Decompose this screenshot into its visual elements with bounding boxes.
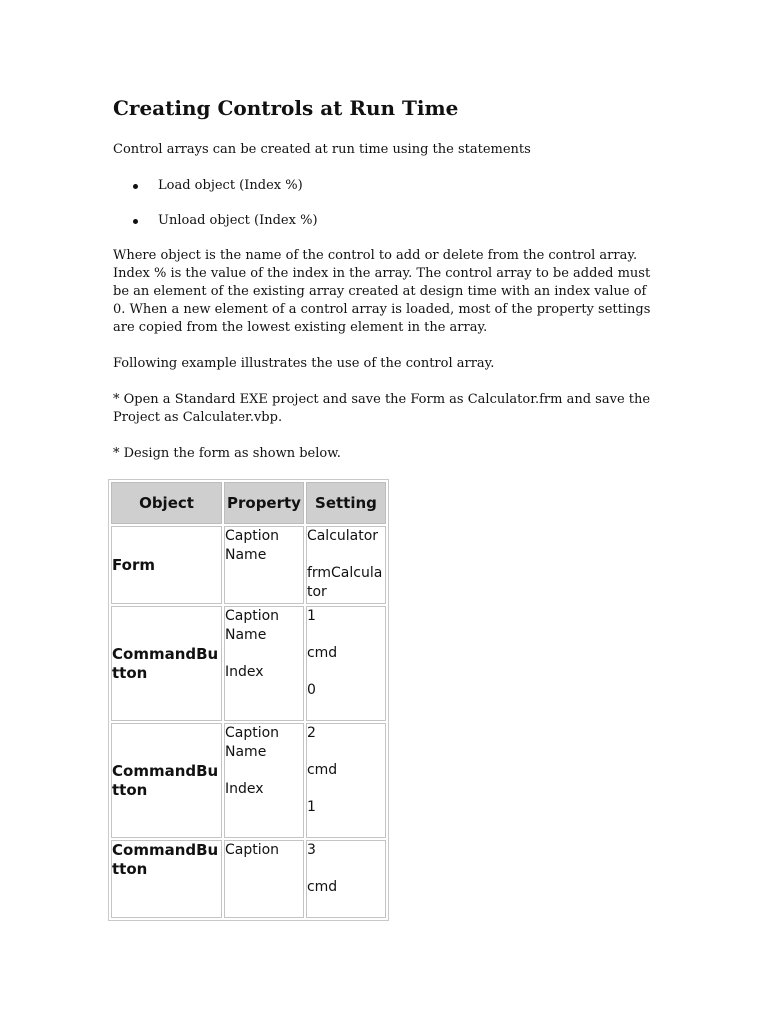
- header-property: Property: [224, 482, 304, 524]
- property-value: Index: [225, 664, 264, 680]
- paragraph-description: Where object is the name of the control to add or delete from the control array. Index % is the value of the index in the array. The control array to be added must be an element of the existing array created at design time with an index value of 0. When a new element of a control array is loaded, most of the property settings are copied from the lowest existing element in the array.: [113, 248, 651, 335]
- setting-value: 1: [306, 799, 316, 815]
- page-title: Creating Controls at Run Time: [113, 96, 459, 120]
- table-row: [111, 723, 386, 838]
- header-object: Object: [111, 482, 222, 524]
- table-row: [111, 526, 386, 604]
- property-value: Name: [225, 547, 267, 563]
- setting-value: cmd: [306, 645, 338, 661]
- property-cell: [224, 606, 304, 721]
- paragraph-step-design: * Design the form as shown below.: [113, 446, 341, 461]
- setting-value: frmCalculator: [306, 565, 383, 600]
- list-item: [113, 212, 658, 230]
- table-header-row: [111, 482, 386, 524]
- property-cell: [224, 723, 304, 838]
- setting-cell: [306, 606, 386, 721]
- property-cell: [224, 840, 304, 918]
- property-value: Name: [225, 627, 267, 643]
- setting-value: cmd: [306, 879, 338, 895]
- setting-value: Calculator: [306, 528, 379, 544]
- object-cell: CommandButton: [111, 723, 222, 838]
- property-value: Caption: [225, 528, 280, 544]
- table-row: [111, 606, 386, 721]
- property-value: Caption: [225, 842, 280, 858]
- property-value: Index: [225, 781, 264, 797]
- property-value: Name: [225, 744, 267, 760]
- setting-value: 2: [306, 725, 316, 741]
- object-cell: Form: [111, 526, 222, 604]
- paragraph-step-open: * Open a Standard EXE project and save the Form as Calculator.frm and save the Project as Calculater.vbp.: [113, 392, 651, 425]
- property-cell: [224, 526, 304, 604]
- list-item-text: Load object (Index %): [158, 178, 303, 193]
- table-row: [111, 840, 386, 918]
- object-cell: CommandButton: [111, 840, 222, 918]
- header-setting: Setting: [306, 482, 386, 524]
- bullet-icon: [133, 184, 138, 189]
- setting-cell: [306, 723, 386, 838]
- intro-text: Control arrays can be created at run time using the statements: [113, 142, 531, 157]
- setting-value: 1: [306, 608, 316, 624]
- property-value: Caption: [225, 608, 280, 624]
- property-value: Caption: [225, 725, 280, 741]
- setting-value: 0: [306, 682, 316, 698]
- list-item: [113, 177, 658, 195]
- object-cell: CommandButton: [111, 606, 222, 721]
- list-item-text: Unload object (Index %): [158, 213, 318, 228]
- statement-list: [113, 177, 658, 230]
- bullet-icon: [133, 219, 138, 224]
- setting-value: cmd: [306, 762, 338, 778]
- paragraph-example: Following example illustrates the use of the control array.: [113, 356, 495, 371]
- properties-table: [108, 479, 389, 921]
- setting-value: 3: [306, 842, 316, 858]
- setting-cell: [306, 526, 386, 604]
- document-page: [113, 95, 658, 481]
- setting-cell: [306, 840, 386, 918]
